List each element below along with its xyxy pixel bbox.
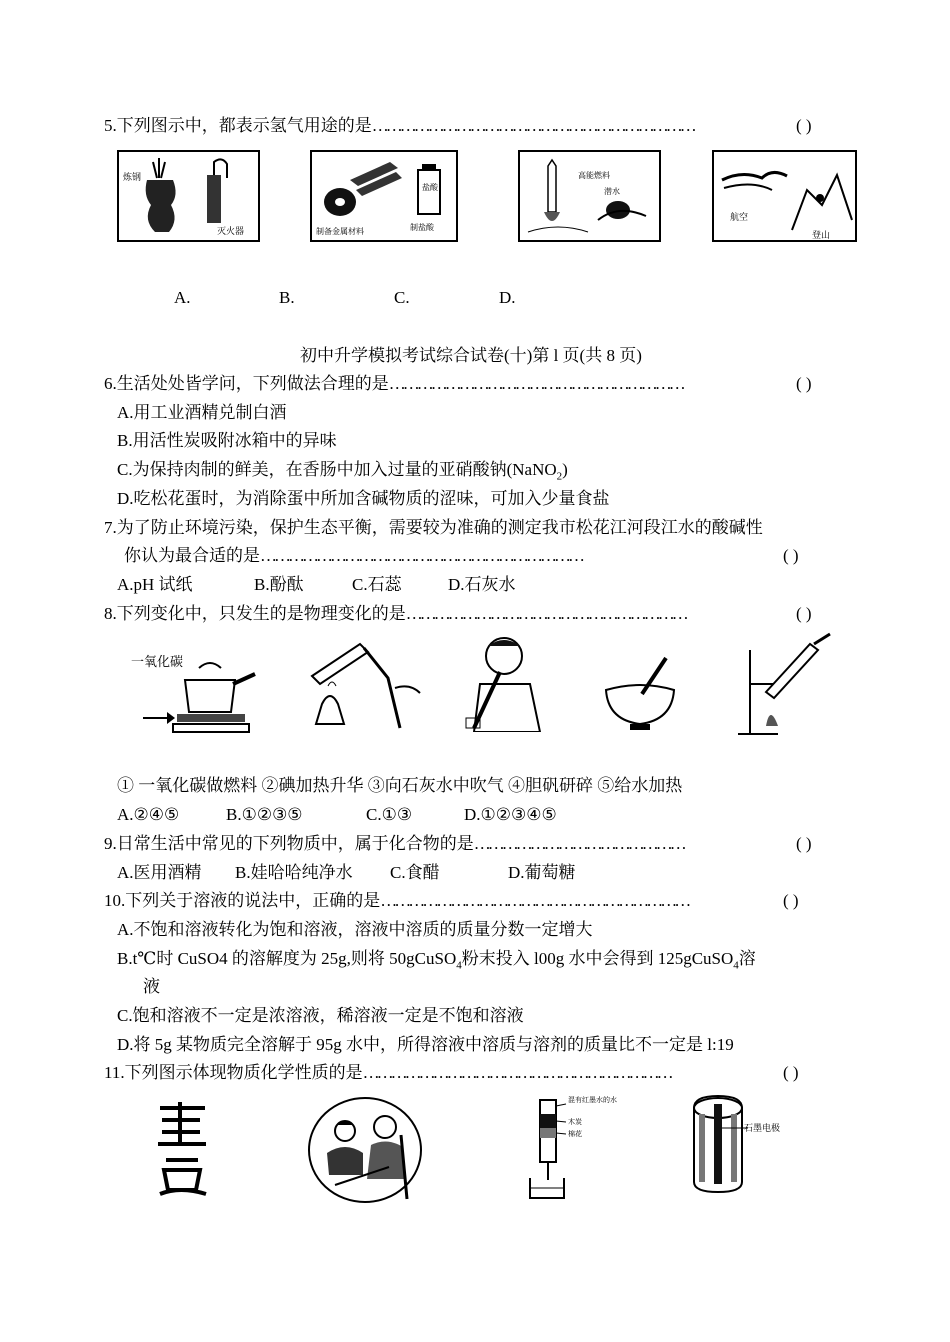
q8-image-iodine <box>300 638 425 733</box>
q8-items: ① 一氧化碳做燃料 ②碘加热升华 ③向石灰水中吹气 ④胆矾研碎 ⑤给水加热 <box>117 776 683 795</box>
q11-image-filter <box>520 1094 620 1202</box>
q5-c-label-2: 潜水 <box>604 187 620 196</box>
q7-option-a: A.pH 试纸 <box>117 575 193 594</box>
q7-stem: 7.为了防止环境污染，保护生态平衡，需要较为准确的测定我市松花江河段江水的酸碱性 <box>104 518 763 537</box>
q7-stem-2: 你认为最合适的是…………………………………………………………… <box>124 546 582 565</box>
q6-answer-paren: ( ) <box>796 374 812 393</box>
q7-option-c: C.石蕊 <box>352 575 402 594</box>
q5-a-label-1: 炼钢 <box>123 173 142 183</box>
q9-option-a: A.医用酒精 <box>117 863 202 882</box>
q8-answer-paren: ( ) <box>796 604 812 623</box>
q5-d-label-2: 登山 <box>812 231 831 241</box>
q7-answer-paren: ( ) <box>783 546 799 565</box>
q11-image-people <box>305 1095 425 1205</box>
q8-image-mortar <box>600 650 680 735</box>
q8-option-d: D.①②③④⑤ <box>464 805 557 824</box>
q5-image-b <box>310 150 458 242</box>
q10-stem: 10.下列关于溶液的说法中，正确的是………………………………………………………… <box>104 891 689 910</box>
page-footer: 初中升学模拟考试综合试卷(十)第 l 页(共 8 页) <box>300 346 642 365</box>
q5-a-label-2: 灭火器 <box>217 227 245 237</box>
q11-answer-paren: ( ) <box>783 1063 799 1082</box>
q5-option-d: D. <box>499 288 516 307</box>
q9-answer-paren: ( ) <box>796 834 812 853</box>
q5-option-c: C. <box>394 288 410 307</box>
q9-option-c: C.食醋 <box>390 863 440 882</box>
q10-option-b-cont: 液 <box>143 977 160 996</box>
q10-option-b: B.t℃时 CuSO4 的溶解度为 25g,则将 50gCuSO$_4$粉末投入 l00g 水中会得到 125gCuSO$_4$溶 <box>117 949 756 972</box>
q6-stem: 6.生活处处皆学问，下列做法合理的是……………………………………………………… <box>104 374 683 393</box>
q5-image-a <box>117 150 260 242</box>
q11-filter-label-2: 木炭 <box>568 1118 582 1126</box>
q5-image-c <box>518 150 661 242</box>
q5-b-label-1: 制备金属材料 <box>316 227 364 236</box>
q5-answer-paren: ( ) <box>796 116 812 135</box>
q5-d-label-1: 航空 <box>730 213 749 223</box>
q8-stem: 8.下列变化中，只发生的是物理变化的是…………………………………………………… <box>104 604 686 623</box>
q10-answer-paren: ( ) <box>783 891 799 910</box>
q8-option-c: C.①③ <box>366 805 413 824</box>
q8-co-label: 一氧化碳 <box>131 655 184 670</box>
q11-stem: 11.下列图示体现物质化学性质的是………………………………………………………… <box>104 1063 671 1082</box>
q5-image-d <box>712 150 857 242</box>
q8-option-a: A.②④⑤ <box>117 805 180 824</box>
q11-filter-label-1: 混有红墨水的水 <box>568 1096 617 1104</box>
q6-option-d: D.吃松花蛋时，为消除蛋中所加含碱物质的涩味，可加入少量食盐 <box>117 489 610 508</box>
q11-image-battery <box>688 1090 808 1195</box>
q5-stem: 5.下列图示中，都表示氢气用途的是…………………………………………………………… <box>104 116 694 135</box>
q5-option-b: B. <box>279 288 295 307</box>
q7-option-d: D.石灰水 <box>448 575 516 594</box>
q9-option-b: B.娃哈哈纯净水 <box>235 863 353 882</box>
q5-c-label-1: 高能燃料 <box>578 171 610 180</box>
q5-b-label-2: 制盐酸 <box>410 223 434 232</box>
q11-image-calligraphy <box>150 1098 215 1198</box>
q8-image-blowing <box>460 632 555 732</box>
q9-stem: 9.日常生活中常见的下列物质中，属于化合物的是……………………………………… <box>104 834 684 853</box>
q8-image-stove <box>125 640 260 735</box>
q10-option-a: A.不饱和溶液转化为饱和溶液，溶液中溶质的质量分数一定增大 <box>117 920 593 939</box>
q8-option-b: B.①②③⑤ <box>226 805 303 824</box>
q7-option-b: B.酚酞 <box>254 575 304 594</box>
q11-battery-label: 石墨电极 <box>744 1124 781 1134</box>
q10-option-d: D.将 5g 某物质完全溶解于 95g 水中，所得溶液中溶质与溶剂的质量比不一定是 l:19 <box>117 1035 734 1054</box>
q6-option-c: C.为保持肉制的鲜美，在香肠中加入过量的亚硝酸钠(NaNO$_2$) <box>117 460 568 483</box>
q5-option-a: A. <box>174 288 191 307</box>
q11-filter-label-3: 棉花 <box>568 1130 582 1138</box>
q5-b-bottle-label: 盐酸 <box>422 183 438 192</box>
q6-option-b: B.用活性炭吸附冰箱中的异味 <box>117 431 337 450</box>
q8-image-heating <box>730 630 835 738</box>
q6-option-a: A.用工业酒精兑制白酒 <box>117 403 287 422</box>
q10-option-c: C.饱和溶液不一定是浓溶液，稀溶液一定是不饱和溶液 <box>117 1006 524 1025</box>
q9-option-d: D.葡萄糖 <box>508 863 576 882</box>
